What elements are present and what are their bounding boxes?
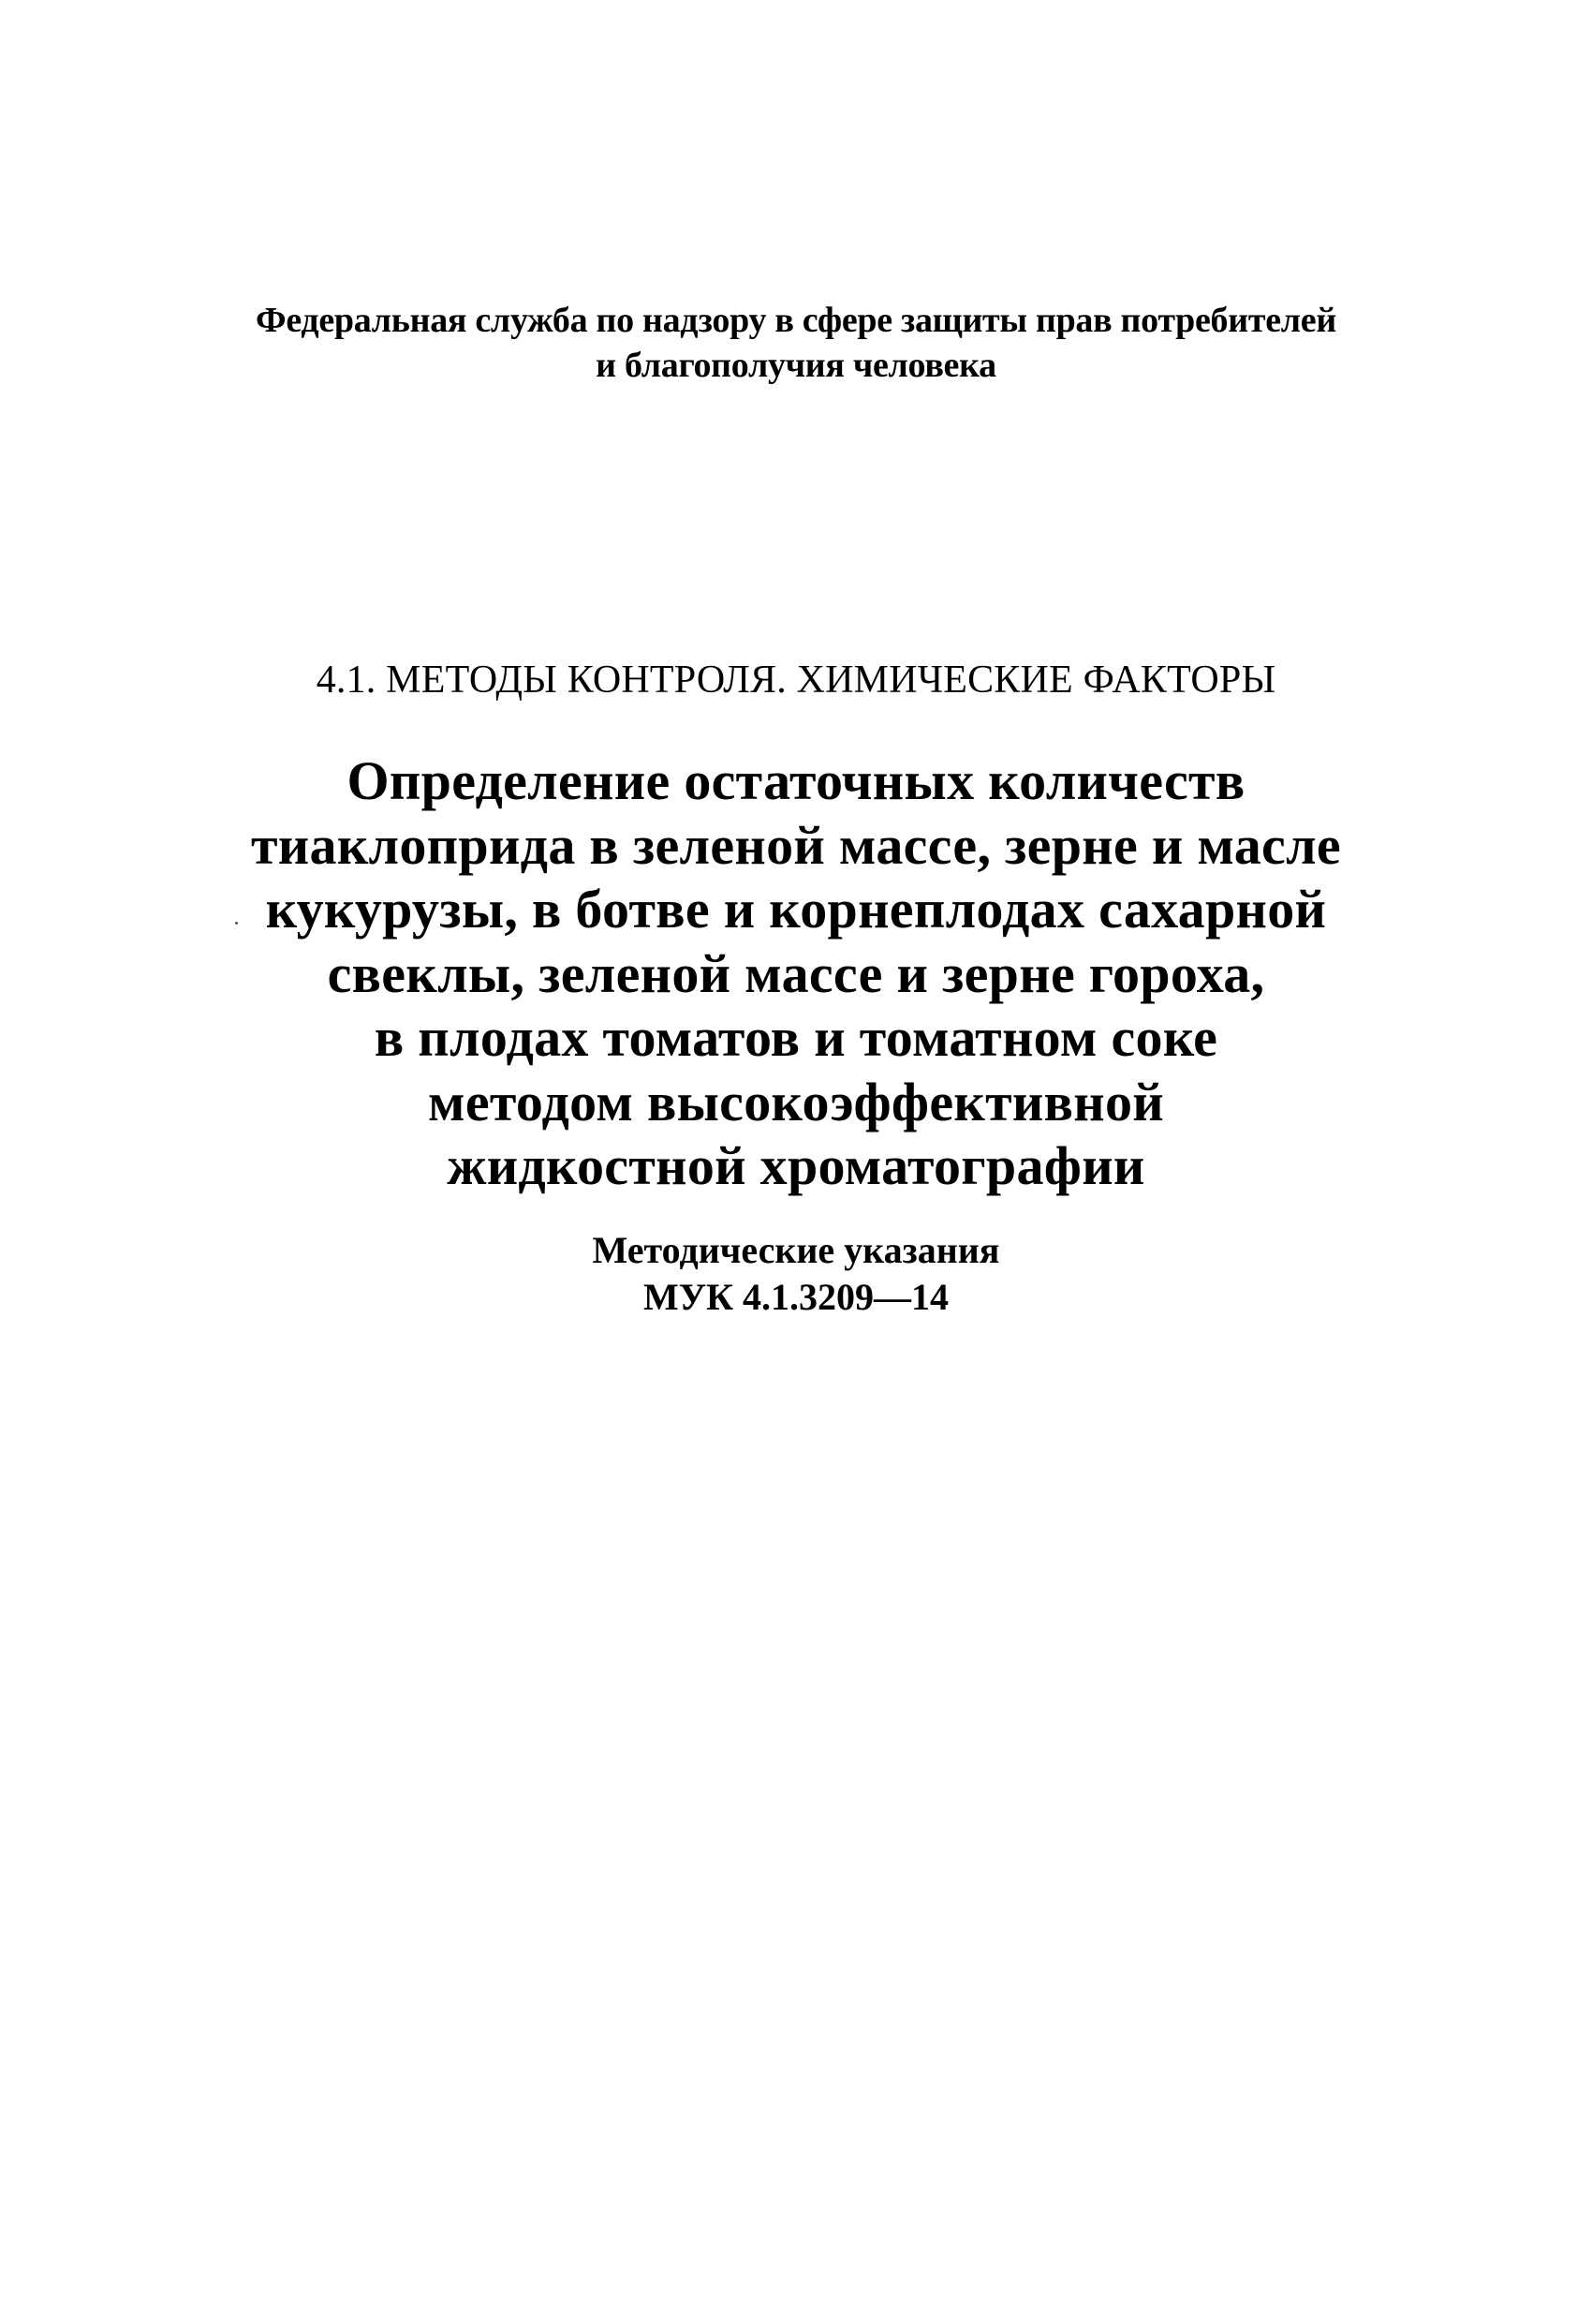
scan-speck xyxy=(235,922,238,925)
document-designation xyxy=(0,1227,1592,1321)
section-heading xyxy=(0,656,1592,704)
title-line: жидкостной хроматографии xyxy=(447,1135,1145,1196)
document-type: Методические указания xyxy=(592,1229,1000,1271)
agency-line: и благополучия человека xyxy=(596,346,996,385)
document-code: МУК 4.1.3209—14 xyxy=(642,1276,950,1318)
title-line: в плодах томатов и томатном соке xyxy=(374,1007,1218,1068)
title-line: тиаклоприда в зеленой массе, зерне и масле xyxy=(251,814,1341,876)
section-label: 4.1. МЕТОДЫ КОНТРОЛЯ. ХИМИЧЕСКИЕ ФАКТОРЫ xyxy=(316,659,1276,702)
title-line: методом высокоэффективной xyxy=(428,1071,1164,1132)
title-line: свеклы, зеленой массе и зерне гороха, xyxy=(327,942,1265,1004)
title-line: Определение остаточных количеств xyxy=(346,750,1246,811)
issuing-agency xyxy=(0,298,1592,388)
document-title xyxy=(0,749,1592,1199)
agency-line: Федеральная служба по надзору в сфере защиты прав потребителей xyxy=(256,301,1336,340)
title-line: кукурузы, в ботве и корнеплодах сахарной xyxy=(265,879,1327,940)
